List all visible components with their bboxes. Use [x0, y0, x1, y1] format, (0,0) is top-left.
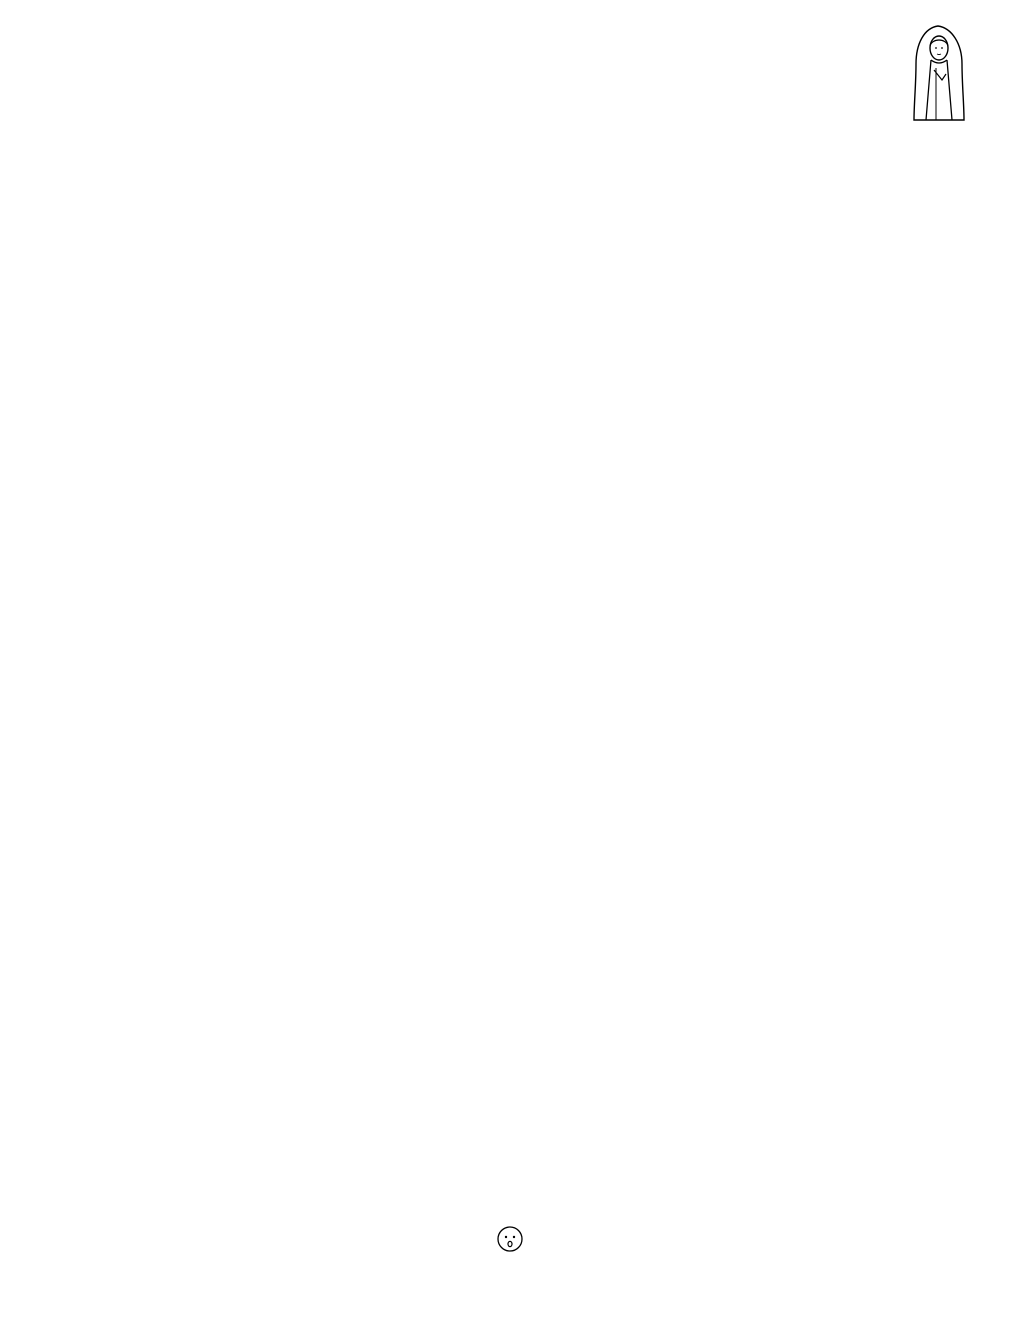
available-from-line [0, 1225, 1020, 1258]
music-staff [0, 0, 1020, 310]
stsong-logo-icon [495, 1225, 525, 1255]
